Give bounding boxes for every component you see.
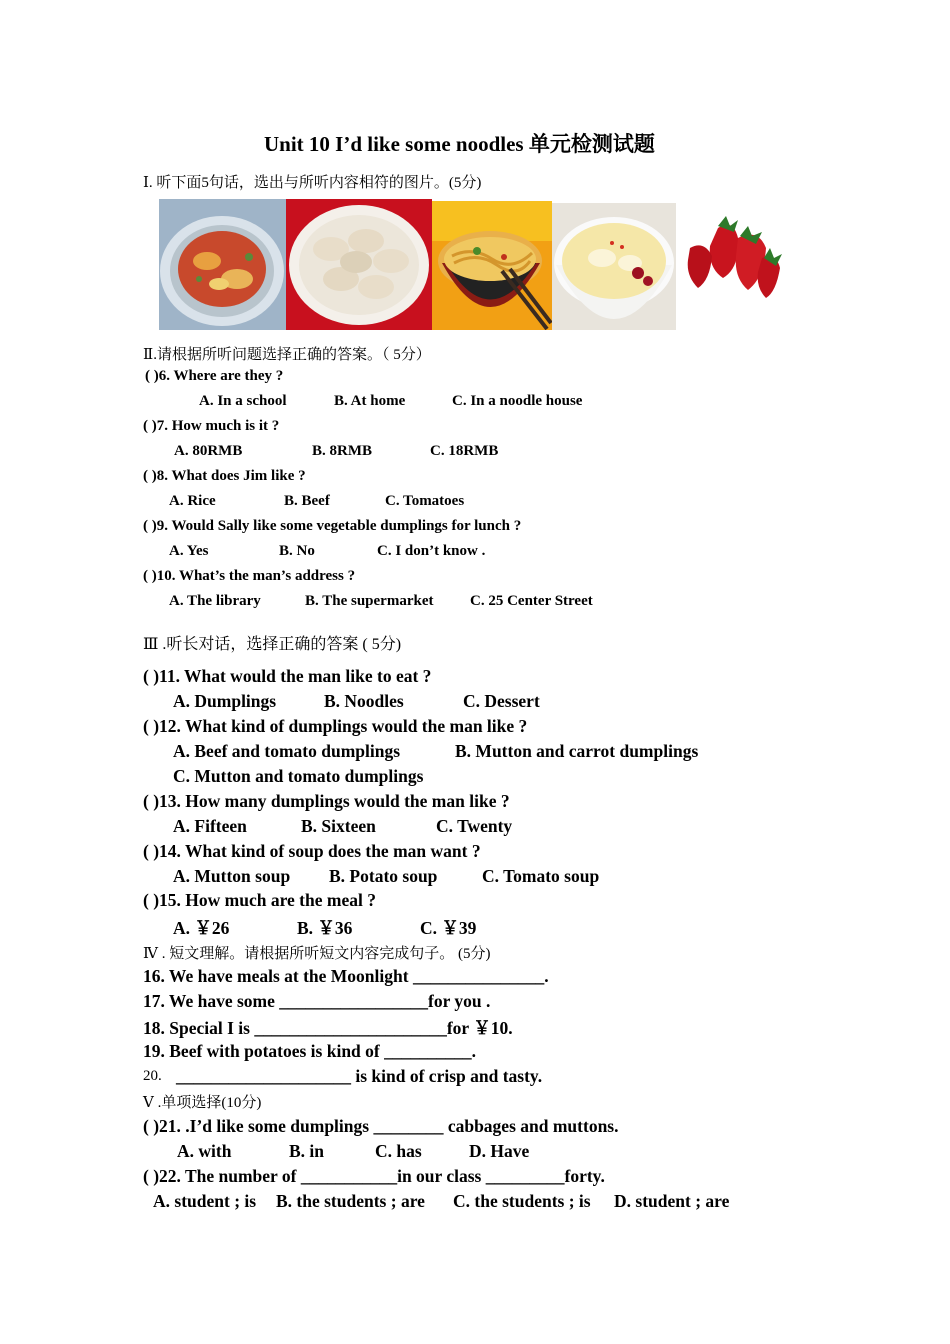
question-14: ( )14. What kind of soup does the man want ? xyxy=(143,841,481,861)
q22-option-d: D. student ; are xyxy=(614,1191,730,1211)
section-3-heading: Ⅲ .听长对话，选择正确的答案 ( 5分) xyxy=(143,636,402,653)
q22-option-a: A. student ; is xyxy=(153,1191,257,1211)
question-22: ( )22. The number of ___________in our class _________forty. xyxy=(143,1166,605,1186)
q21-option-b: B. in xyxy=(289,1141,325,1161)
q9-option-b: B. No xyxy=(279,543,315,559)
q8-option-b: B. Beef xyxy=(284,493,330,509)
noodles-image xyxy=(432,201,552,330)
question-20-number: 20. xyxy=(143,1068,162,1084)
q22-option-c: C. the students ; is xyxy=(453,1191,591,1211)
dumplings-image xyxy=(286,199,432,330)
question-16: 16. We have meals at the Moonlight _______________. xyxy=(143,966,549,986)
q14-option-a: A. Mutton soup xyxy=(173,866,291,886)
question-20: ____________________ is kind of crisp and tasty. xyxy=(176,1066,543,1086)
q10-option-a: A. The library xyxy=(169,593,261,609)
question-12: ( )12. What kind of dumplings would the man like ? xyxy=(143,716,528,736)
q6-option-a: A. In a school xyxy=(199,393,287,409)
q12-option-a: A. Beef and tomato dumplings xyxy=(173,741,401,761)
porridge-image xyxy=(552,203,676,330)
q15-option-c: C. ￥39 xyxy=(420,918,477,938)
q9-option-a: A. Yes xyxy=(169,543,209,559)
section-4-heading: Ⅳ . 短文理解。请根据所听短文内容完成句子。 (5分) xyxy=(143,946,491,962)
q11-option-c: C. Dessert xyxy=(463,691,540,711)
question-15: ( )15. How much are the meal ? xyxy=(143,890,376,910)
q7-option-b: B. 8RMB xyxy=(312,443,372,459)
q6-option-b: B. At home xyxy=(334,393,406,409)
q13-option-b: B. Sixteen xyxy=(301,816,376,836)
q13-option-a: A. Fifteen xyxy=(173,816,247,836)
q21-option-a: A. with xyxy=(177,1141,232,1161)
question-18: 18. Special I is ______________________for ￥10. xyxy=(143,1018,513,1038)
q15-option-a: A. ￥26 xyxy=(173,918,230,938)
question-7: ( )7. How much is it ? xyxy=(143,418,280,434)
question-11: ( )11. What would the man like to eat ? xyxy=(143,666,432,686)
question-13: ( )13. How many dumplings would the man like ? xyxy=(143,791,510,811)
q12-option-b: B. Mutton and carrot dumplings xyxy=(455,741,699,761)
q8-option-a: A. Rice xyxy=(169,493,216,509)
q14-option-b: B. Potato soup xyxy=(329,866,438,886)
q6-option-c: C. In a noodle house xyxy=(452,393,583,409)
q11-option-b: B. Noodles xyxy=(324,691,404,711)
question-8: ( )8. What does Jim like ? xyxy=(143,468,306,484)
q10-option-c: C. 25 Center Street xyxy=(470,593,593,609)
strawberries-image xyxy=(678,208,791,304)
question-21: ( )21. .I’d like some dumplings ________ cabbages and muttons. xyxy=(143,1116,619,1136)
q11-option-a: A. Dumplings xyxy=(173,691,277,711)
section-1-heading: Ⅰ. 听下面5句话，选出与所听内容相符的图片。(5分) xyxy=(143,175,482,191)
q7-option-c: C. 18RMB xyxy=(430,443,499,459)
section-2-heading: Ⅱ.请根据所听问题选择正确的答案。（ 5分） xyxy=(143,347,431,363)
q12-option-c: C. Mutton and tomato dumplings xyxy=(173,766,424,786)
tomato-egg-soup-image xyxy=(159,199,286,330)
q10-option-b: B. The supermarket xyxy=(305,593,434,609)
question-9: ( )9. Would Sally like some vegetable dumplings for lunch ? xyxy=(143,518,522,534)
question-6: ( )6. Where are they ? xyxy=(145,368,284,384)
page-title: Unit 10 I’d like some noodles 单元检测试题 xyxy=(264,132,655,156)
q9-option-c: C. I don’t know . xyxy=(377,543,486,559)
q22-option-b: B. the students ; are xyxy=(276,1191,425,1211)
q15-option-b: B. ￥36 xyxy=(297,918,353,938)
q21-option-c: C. has xyxy=(375,1141,422,1161)
q21-option-d: D. Have xyxy=(469,1141,530,1161)
section-5-heading: Ⅴ .单项选择(10分) xyxy=(143,1095,262,1111)
question-10: ( )10. What’s the man’s address ? xyxy=(143,568,356,584)
q13-option-c: C. Twenty xyxy=(436,816,513,836)
question-17: 17. We have some _________________for you . xyxy=(143,991,491,1011)
question-19: 19. Beef with potatoes is kind of __________. xyxy=(143,1041,476,1061)
q14-option-c: C. Tomato soup xyxy=(482,866,600,886)
q7-option-a: A. 80RMB xyxy=(174,443,243,459)
q8-option-c: C. Tomatoes xyxy=(385,493,465,509)
